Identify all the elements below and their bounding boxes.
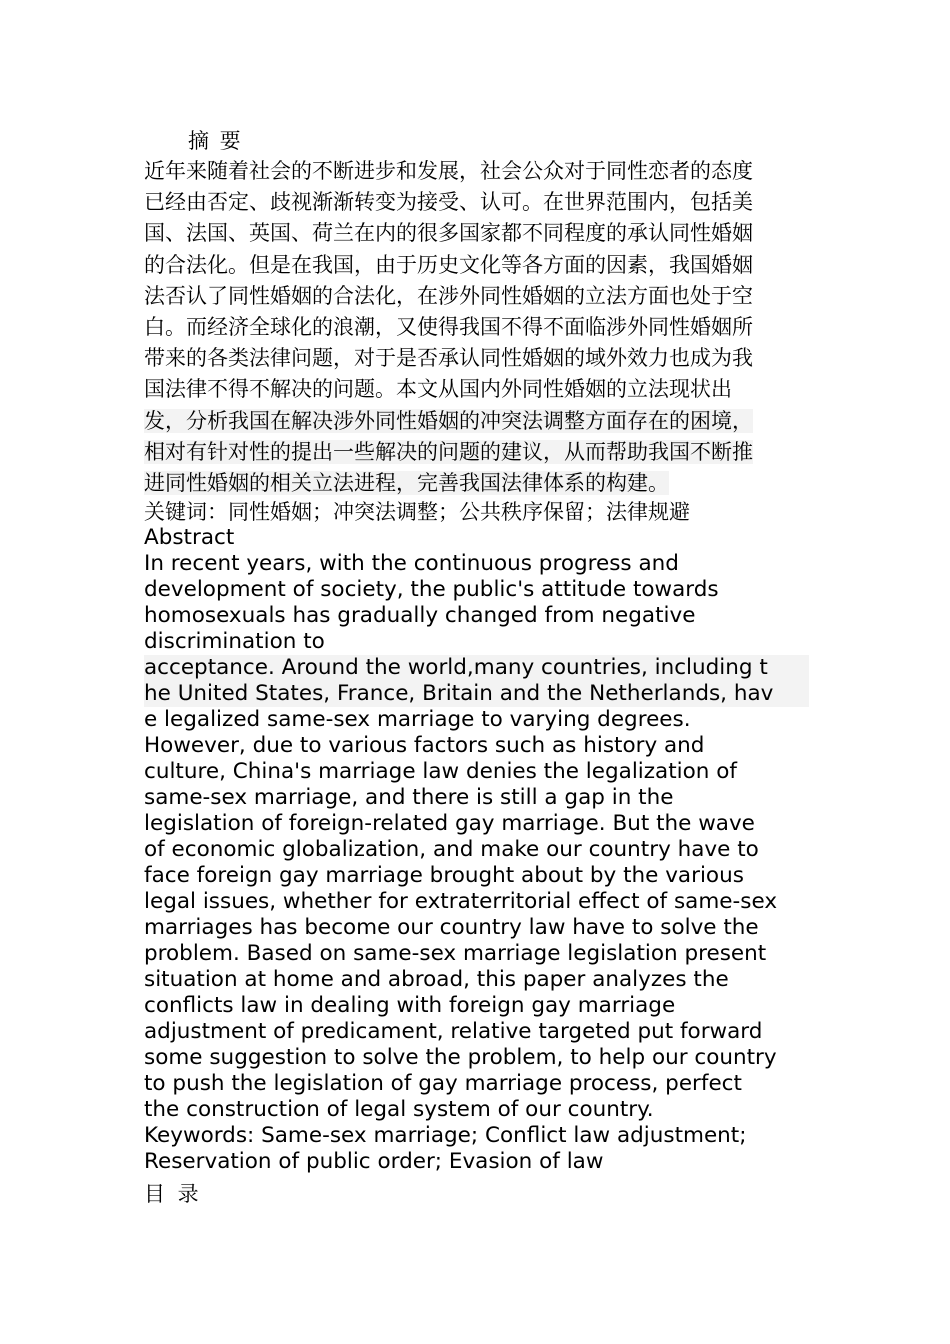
abstract-en-line: e legalized same-sex marriage to varying degrees.	[144, 707, 691, 733]
abstract-en-line: homosexuals has gradually changed from negative	[144, 603, 696, 629]
abstract-zh-line: 法否认了同性婚姻的合法化，在涉外同性婚姻的立法方面也处于空	[144, 283, 753, 308]
abstract-en-line: discrimination to	[144, 629, 325, 655]
document-page	[144, 126, 809, 1211]
abstract-en-line: culture, China's marriage law denies the legalization of	[144, 759, 737, 785]
abstract-en-line: face foreign gay marriage brought about by the various	[144, 863, 744, 889]
abstract-en-line: to push the legislation of gay marriage process, perfect	[144, 1071, 742, 1097]
abstract-zh-line-text: 发，分析我国在解决涉外同性婚姻的冲突法调整方面存在的困境，	[144, 408, 753, 433]
abstract-en-line: he United States, France, Britain and the Netherlands, hav	[144, 681, 809, 707]
abstract-zh-line-text: 相对有针对性的提出一些解决的问题的建议，从而帮助我国不断推	[144, 439, 753, 464]
abstract-en-line: In recent years, with the continuous progress and	[144, 551, 679, 577]
abstract-en-line: situation at home and abroad, this paper analyzes the	[144, 967, 729, 993]
abstract-zh-line	[144, 406, 809, 437]
abstract-en-line: acceptance. Around the world,many countries, including t	[144, 655, 809, 681]
abstract-en-line: However, due to various factors such as history and	[144, 733, 705, 759]
abstract-en-line: of economic globalization, and make our country have to	[144, 837, 759, 863]
toc-heading: 目 录	[144, 1182, 202, 1207]
abstract-zh-line: 国法律不得不解决的问题。本文从国内外同性婚姻的立法现状出	[144, 377, 732, 402]
abstract-zh-line	[144, 437, 809, 468]
abstract-zh-line: 白。而经济全球化的浪潮，又使得我国不得不面临涉外同性婚姻所	[144, 315, 753, 340]
abstract-en-keywords	[144, 1123, 809, 1175]
abstract-zh-heading: 摘 要	[188, 129, 243, 153]
abstract-zh-keywords: 关键词：同性婚姻；冲突法调整；公共秩序保留；法律规避	[144, 500, 690, 525]
abstract-en-line: same-sex marriage, and there is still a gap in the	[144, 785, 674, 811]
abstract-zh-line	[144, 468, 809, 499]
abstract-zh-body	[144, 156, 809, 499]
abstract-zh-line: 国、法国、英国、荷兰在内的很多国家都不同程度的承认同性婚姻	[144, 221, 753, 246]
abstract-en-keywords-line: Reservation of public order; Evasion of law	[144, 1149, 604, 1175]
abstract-en-line: the construction of legal system of our country.	[144, 1097, 654, 1123]
abstract-zh-line-text: 进同性婚姻的相关立法进程，完善我国法律体系的构建。	[144, 471, 669, 496]
abstract-en-line: legislation of foreign-related gay marriage. But the wave	[144, 811, 755, 837]
abstract-en-heading: Abstract	[144, 525, 235, 551]
abstract-en-keywords-line: Keywords: Same-sex marriage; Conflict law adjustment;	[144, 1123, 747, 1149]
abstract-en-line: adjustment of predicament, relative targeted put forward	[144, 1019, 763, 1045]
abstract-en-line: problem. Based on same-sex marriage legislation present	[144, 941, 767, 967]
abstract-en-line: development of society, the public's attitude towards	[144, 577, 719, 603]
abstract-en-line: legal issues, whether for extraterritorial effect of same-sex	[144, 889, 778, 915]
abstract-zh-line: 近年来随着社会的不断进步和发展，社会公众对于同性恋者的态度	[144, 159, 753, 183]
abstract-en-line: conflicts law in dealing with foreign gay marriage	[144, 993, 676, 1019]
abstract-en-line: some suggestion to solve the problem, to help our country	[144, 1045, 777, 1071]
abstract-en-section	[144, 525, 809, 1175]
abstract-zh-line: 的合法化。但是在我国，由于历史文化等各方面的因素，我国婚姻	[144, 252, 753, 277]
abstract-en-line: marriages has become our country law have to solve the	[144, 915, 759, 941]
abstract-zh-line: 已经由否定、歧视渐渐转变为接受、认可。在世界范围内，包括美	[144, 190, 753, 215]
abstract-en-body	[144, 551, 809, 1123]
abstract-zh-line: 带来的各类法律问题，对于是否承认同性婚姻的域外效力也成为我	[144, 346, 753, 371]
